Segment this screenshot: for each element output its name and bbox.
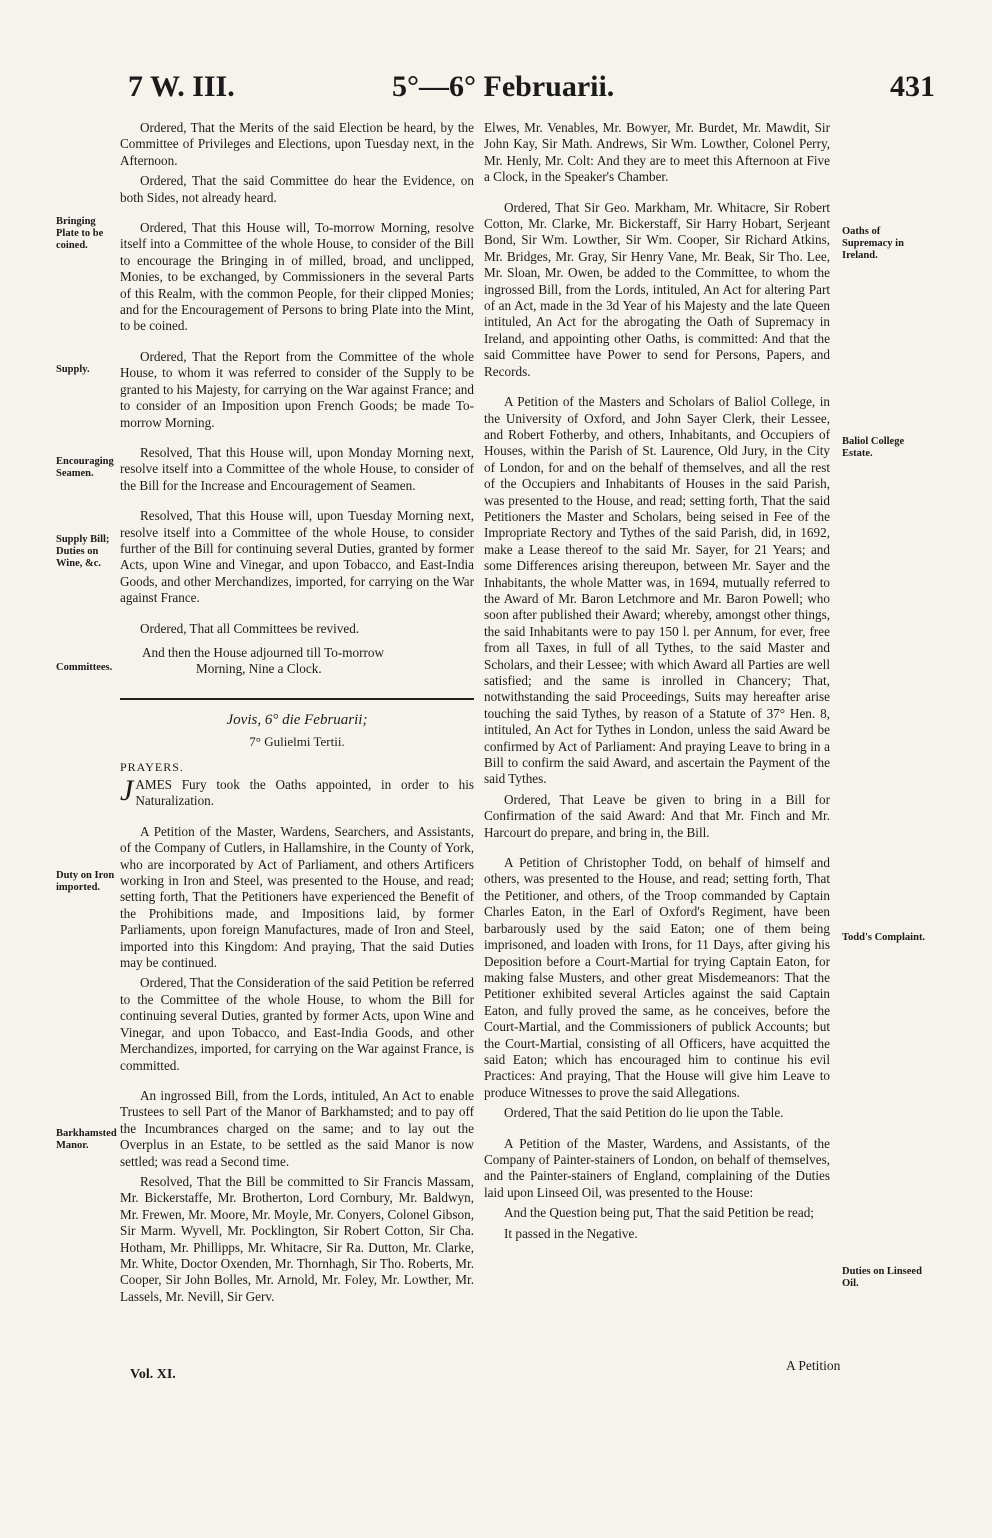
running-date: 5°—6° Februarii. [392,70,615,103]
margin-note-plate: Bringing Plate to be coined. [56,216,104,251]
page-number: 431 [890,70,935,103]
drop-cap: J [120,774,134,807]
adjournment-line-1: And then the House adjourned till To-morrow [142,644,385,660]
margin-note-iron: Duty on Iron imported. [56,870,115,893]
margin-note-supply: Supply. [56,364,90,375]
paragraph: Ordered, That the said Petition do lie upon the Table. [504,1105,784,1121]
paragraph: Ordered, That Sir Geo. Markham, Mr. Whitacre, Sir Robert Cotton, Mr. Clarke, Mr. Bickerstaff, Sir Harry Hobart, Serjeant Bond, Sir Wm. Lowther, Sir Wm. Cooper, Sir Richard Atkins, Mr. Bridges, Mr. Gray, Sir Henry Vane, Mr. Beak, Sir Tho. Lee, Mr. Sloan, Mr. Owen, be added to the Committee, to whom the ingrossed Bill, from the Lords, intituled, An Act for altering Part of an Act, made in the 3d Year of his Majesty and the late Queen intituled, An Act for the abrogating the Oath of Supremacy in Ireland, and appointing other Oaths, is committed: And that the said Committee have Power to send for Persons, Papers, and Records. [484,199,830,379]
regnal-date: 7° Gulielmi Tertii. [249,734,345,750]
margin-note-barkhamsted: Barkhamsted Manor. [56,1128,117,1151]
left-column [120,120,474,1309]
paragraph: An ingrossed Bill, from the Lords, intituled, An Act to enable Trustees to sell Part of the Manor of Barkhamsted; and to pay off the Incumbrances charged on the same; and to lay out the Overplus in an Estate, to be settled as the said Manor is now settled; was read a Second time. [120,1087,474,1169]
paragraph: And the Question being put, That the said Petition be read; [504,1205,814,1221]
paragraph: A Petition of Christopher Todd, on behalf of himself and others, was presented to the House, and read; setting forth, That the Petitioner, and others, of the Troop commanded by Captain Charles Eaton, in the Earl of Oxford's Regiment, have been barbarously used by the said Eaton; one of them being imprisoned, and loaden with Irons, for 11 Days, after giving his Deposition before a Court-Martial for trying Captain Eaton, for making false Musters, and other great Misdemeanors: That the Petitioner exhibited several Articles against the said Captain Eaton, and fully proved the same, as he conceives, before the Court-Martial, and the Commissioners of publick Accounts; but the Court-Martial, consisting of all Officers, have acquitted the said Eaton; which has encouraged him to continue his evil Practices: And praying, That the House will give him Leave to produce Witnesses to prove the said Allegations. [484,855,830,1100]
page-header [0,70,992,116]
volume-signature: Vol. XI. [130,1367,176,1382]
paragraph: Ordered, That this House will, To-morrow Morning, resolve itself into a Committee of the whole House, to consider of the Bill to encourage the Bringing in of milled, broad, and unclipped, Monies, to be exchanged, by Commissioners in the several Parts of this Realm, with the common People, for their clipped Monies; and for the Encouragement of Persons to bring Plate into the Mint, to be coined. [120,220,474,334]
paragraph [120,774,474,810]
right-column [484,120,830,1246]
regnal-year: 7 W. III. [128,70,235,103]
margin-note-oaths: Oaths of Supremacy in Ireland. [842,226,904,261]
paragraph: Ordered, That Leave be given to bring in a Bill for Confirmation of the said Award: And that Mr. Finch and Mr. Harcourt do prepare, and bring in, the Bill. [484,791,830,840]
margin-note-linseed: Duties on Linseed Oil. [842,1266,922,1289]
paragraph: Ordered, That all Committees be revived. [140,620,360,636]
adjournment [120,645,474,678]
paragraph: A Petition of the Masters and Scholars of Baliol College, in the University of Oxford, and John Sayer Clerk, their Lessee, and Robert Fotherby, and others, Inhabitants, and Occupiers of Houses, within the Parish of St. Laurence, Old Jury, in the City of London, for and on the behalf of themselves, and all the rest of the Occupiers and Inhabitants of Houses in the said Parish, was presented to the House, and read; setting forth, That the said Petitioners the Master and Scholars, being seised in Fee of the Impropriate Rectory and Tythes of the said Parish, did, in 1692, make a Lease thereof to the said Mr. Sayer, for 21 Years; and some Differences arising thereupon, between Mr. Sayer and the Inhabitants, the whole Matter was, in 1694, mutually referred to the Award of Mr. Baron Letchmore and Mr. Baron Powell; who soon after published their Award; whereby, amongst other things, the said Inhabitants were to pay 150 l. per Annum, for ever, free from all Taxes, in full of all Tythes, to the said Master and Scholars, and their Lessee; with which Award all Parties are well satisfied; and the same is inrolled in Chancery; That, notwithstanding the said Proceedings, Suits may hereafter arise touching the said Tythes, by reason of a Statute of 37° Hen. 8, intituled, An Act for Tythes in London, unless the said Award be confirmed by Act of Parliament: And praying Leave to bring in a Bill to confirm the said Award, and ascertain the Payment of the said Tythes. [484,394,830,787]
margin-note-supply-bill: Supply Bill; Duties on Wine, &c. [56,534,110,569]
paragraph: A Petition of the Master, Wardens, and Assistants, of the Company of Painter-stainers of London, on behalf of themselves, and the Painter-stainers of England, complaining of the Duties laid upon Linseed Oil, was presented to the House: [484,1135,830,1200]
paragraph: Ordered, That the Report from the Committee of the whole House, to whom it was referred to consider of the Supply to be granted to his Majesty, for carrying on the War against France; and to consider of an Imposition upon French Goods; be made To-morrow Morning. [120,348,474,430]
catchword: A Petition [786,1358,841,1373]
adjournment-line-2: Morning, Nine a Clock. [196,661,322,677]
paragraph: It passed in the Negative. [504,1225,638,1241]
prayers-heading: PRAYERS. [120,759,184,774]
paragraph: Resolved, That this House will, upon Tuesday Morning next, resolve itself into a Committee of the whole House, to consider further of the Bill for continuing several Duties, granted by former Acts, upon Wine and Vinegar, and upon Tobacco, and East-India Goods, and other Merchandizes, imported, for carrying on the War against France. [120,508,474,606]
paragraph: Ordered, That the said Committee do hear the Evidence, on both Sides, not already heard. [120,173,474,205]
margin-note-todd: Todd's Complaint. [842,932,926,943]
margin-note-baliol: Baliol College Estate. [842,436,905,459]
paragraph: Ordered, That the Merits of the said Election be heard, by the Committee of Privileges and Elections, upon Tuesday next, in the Afternoon. [120,120,474,168]
paragraph: Resolved, That the Bill be committed to Sir Francis Massam, Mr. Bickerstaffe, Mr. Brotherton, Lord Cornbury, Mr. Baldwyn, Mr. Frewen, Mr. Moore, Mr. Moyle, Mr. Conyers, Colonel Gibson, Sir Marm. Wyvell, Mr. Pocklington, Sir Robert Cotton, Sir Cha. Hotham, Mr. Phillipps, Mr. Whitacre, Sir Ra. Dutton, Mr. Clarke, Mr. White, Doctor Oxenden, Mr. Thornhagh, Sir Tho. Roberts, Mr. Cooper, Sir John Bolles, Mr. Arnold, Mr. Foley, Mr. Lowther, Mr. Lassels, Mr. Nevill, Sir Gerv. [120,1173,474,1304]
sitting-date: Jovis, 6° die Februarii; [226,711,368,728]
margin-note-committees: Committees. [56,662,113,673]
paragraph: Resolved, That this House will, upon Monday Morning next, resolve itself into a Committee of the whole House, to consider of the Bill for the Increase and Encouragement of Seamen. [120,444,474,493]
section-rule [120,698,474,700]
paragraph-text: AMES Fury took the Oaths appointed, in order to his Naturalization. [135,777,474,809]
margin-note-seamen: Encouraging Seamen. [56,456,114,479]
paragraph: Elwes, Mr. Venables, Mr. Bowyer, Mr. Burdet, Mr. Mawdit, Sir John Kay, Sir Math. Andrews, Sir Wm. Lowther, Colonel Perry, Mr. Henly, Mr. Colt: And they are to meet this Afternoon at Five a Clock, in the Speaker's Chamber. [484,120,830,185]
paragraph: Ordered, That the Consideration of the said Petition be referred to the Committee of the whole House, to whom the Bill for continuing several Duties, granted by former Acts, upon Wine and Vinegar, and upon Tobacco, and East-India Goods, and other Merchandizes, imported, for carrying on the War against France, is committed. [120,975,474,1073]
paragraph: A Petition of the Master, Wardens, Searchers, and Assistants, of the Company of Cutlers, in Hallamshire, in the County of York, who are incorporated by Act of Parliament, and others Artificers working in Iron and Steel, was presented to the House, and read; setting forth, That the Petitioners have experienced the Benefit of the Prohibitions made, and Impositions laid, by former Parliaments, upon foreign Manufactures, made of Iron and Steel, imported into this Kingdom: And praying, That the said Duties may be continued. [120,823,474,971]
